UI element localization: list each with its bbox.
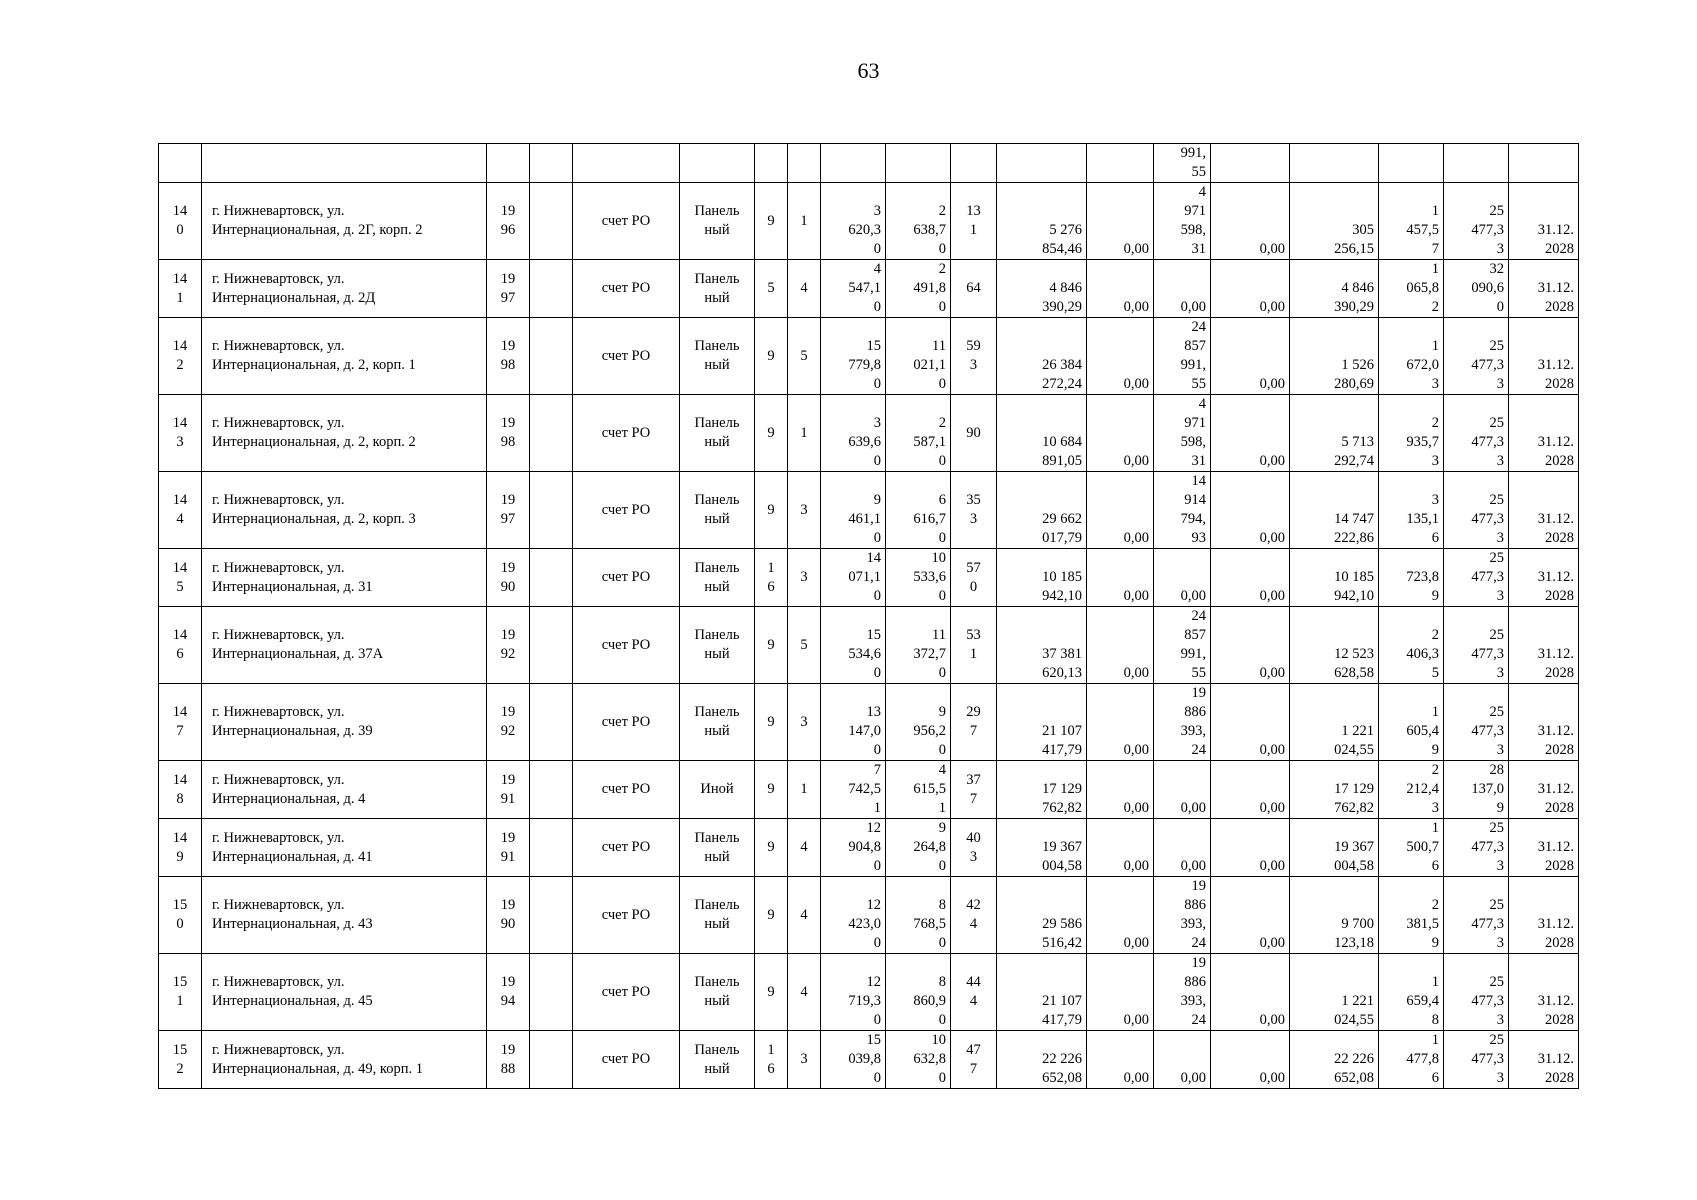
table-row [159, 183, 1579, 260]
cell-residents: 35 3 [951, 472, 997, 549]
cell-cost-owners: 10 185 942,10 [1290, 549, 1379, 607]
cell-unit-cost: 1 500,7 6 [1379, 819, 1444, 877]
cell-unit-cost: 1 065,8 2 [1379, 260, 1444, 318]
cell-cost-b: 19 886 393, 24 [1154, 684, 1211, 761]
cell-wall: Панель ный [680, 819, 755, 877]
cell-cost-owners: 22 226 652,08 [1290, 1031, 1379, 1089]
cell-cost-b: 4 971 598, 31 [1154, 395, 1211, 472]
table-row [159, 607, 1579, 684]
cell-fund: счет РО [573, 395, 680, 472]
cell-cost-b: 19 886 393, 24 [1154, 877, 1211, 954]
cell-fund: счет РО [573, 954, 680, 1031]
cell-wall: Панель ный [680, 954, 755, 1031]
cell-fund: счет РО [573, 549, 680, 607]
cell-deadline: 31.12. 2028 [1509, 472, 1579, 549]
cell-area-total: 15 039,8 0 [821, 1031, 886, 1089]
cell-empty [530, 877, 573, 954]
cell-empty [530, 260, 573, 318]
cell-area-total: 3 639,6 0 [821, 395, 886, 472]
cell-cost-total: 10 185 942,10 [997, 549, 1087, 607]
cell-year: 19 92 [487, 607, 530, 684]
cell-fund: счет РО [573, 260, 680, 318]
cell-unit-limit: 32 090,6 0 [1444, 260, 1509, 318]
cell-cost-owners: 19 367 004,58 [1290, 819, 1379, 877]
cell-address: г. Нижневартовск, ул. Интернациональная, д. 39 [202, 684, 487, 761]
cell-cost-owners: 17 129 762,82 [1290, 761, 1379, 819]
cell-address: г. Нижневартовск, ул. Интернациональная, д. 2Г, корп. 2 [202, 183, 487, 260]
cell-entrances: 3 [788, 549, 821, 607]
cell-area-living: 8 768,5 0 [886, 877, 951, 954]
cell-no: 15 1 [159, 954, 202, 1031]
cell-entrances: 3 [788, 1031, 821, 1089]
cell-area-total: 7 742,5 1 [821, 761, 886, 819]
cell-area-total: 12 904,8 0 [821, 819, 886, 877]
cell-year: 19 90 [487, 549, 530, 607]
cell-no: 14 5 [159, 549, 202, 607]
cell-cost-a: 0,00 [1087, 761, 1154, 819]
cell-residents: 53 1 [951, 607, 997, 684]
cell-no: 14 4 [159, 472, 202, 549]
cell-deadline: 31.12. 2028 [1509, 954, 1579, 1031]
cell-address: г. Нижневартовск, ул. Интернациональная, д. 2, корп. 2 [202, 395, 487, 472]
cell-cost-c: 0,00 [1211, 684, 1290, 761]
cell-cost-total: 10 684 891,05 [997, 395, 1087, 472]
cell-address: г. Нижневартовск, ул. Интернациональная, д. 37А [202, 607, 487, 684]
cell-area-living: 9 264,8 0 [886, 819, 951, 877]
cell-area-living: 11 372,7 0 [886, 607, 951, 684]
cell-no: 15 0 [159, 877, 202, 954]
cell-no: 14 9 [159, 819, 202, 877]
cell-floors: 9 [755, 472, 788, 549]
cell-address: г. Нижневартовск, ул. Интернациональная, д. 4 [202, 761, 487, 819]
cell-deadline: 31.12. 2028 [1509, 819, 1579, 877]
cell-fund: счет РО [573, 318, 680, 395]
cell-floors: 9 [755, 183, 788, 260]
cell-unit-limit: 25 477,3 3 [1444, 472, 1509, 549]
cell-unit-cost: 2 406,3 5 [1379, 607, 1444, 684]
cell-cost-b: 0,00 [1154, 549, 1211, 607]
cell-year: 19 94 [487, 954, 530, 1031]
cell-fund: счет РО [573, 472, 680, 549]
cell-cost-c: 0,00 [1211, 607, 1290, 684]
cell-deadline: 31.12. 2028 [1509, 318, 1579, 395]
cell-cost-c: 0,00 [1211, 183, 1290, 260]
cell-unit-limit: 25 477,3 3 [1444, 395, 1509, 472]
cell-wall: Иной [680, 761, 755, 819]
cell-cost-owners: 4 846 390,29 [1290, 260, 1379, 318]
cell-cost-total: 22 226 652,08 [997, 1031, 1087, 1089]
cell-cost-b: 19 886 393, 24 [1154, 954, 1211, 1031]
cell-residents: 37 7 [951, 761, 997, 819]
table-row [159, 684, 1579, 761]
cell-area-total: 9 461,1 0 [821, 472, 886, 549]
cell-unit-limit: 25 477,3 3 [1444, 549, 1509, 607]
cell-empty [530, 684, 573, 761]
cell-entrances: 5 [788, 607, 821, 684]
cell-floors: 9 [755, 607, 788, 684]
cell-cost-a: 0,00 [1087, 395, 1154, 472]
cell-cost-c: 0,00 [1211, 819, 1290, 877]
cell-residents: 13 1 [951, 183, 997, 260]
cell-floors: 9 [755, 877, 788, 954]
cell-area-total: 12 719,3 0 [821, 954, 886, 1031]
cell-address: г. Нижневартовск, ул. Интернациональная, д. 49, корп. 1 [202, 1031, 487, 1089]
cell-floors: 5 [755, 260, 788, 318]
cell-unit-cost: 1 605,4 9 [1379, 684, 1444, 761]
cell-cost-owners: 305 256,15 [1290, 183, 1379, 260]
cell-entrances: 1 [788, 395, 821, 472]
cell-no: 14 2 [159, 318, 202, 395]
cell-unit-limit: 25 477,3 3 [1444, 1031, 1509, 1089]
cell-cost-a: 0,00 [1087, 684, 1154, 761]
cell-cost-b: 0,00 [1154, 819, 1211, 877]
cell-entrances: 4 [788, 954, 821, 1031]
cell-residents: 64 [951, 260, 997, 318]
page-number: 63 [857, 58, 880, 83]
cell-empty [530, 472, 573, 549]
cell-unit-cost: 1 457,5 7 [1379, 183, 1444, 260]
cell-cost-owners: 1 526 280,69 [1290, 318, 1379, 395]
cell-empty [530, 607, 573, 684]
cell-area-total: 15 534,6 0 [821, 607, 886, 684]
cell-unit-cost: 1 672,0 3 [1379, 318, 1444, 395]
cell-empty [530, 954, 573, 1031]
cell-empty [530, 318, 573, 395]
cell-cost-total: 17 129 762,82 [997, 761, 1087, 819]
cell-year: 19 88 [487, 1031, 530, 1089]
cell-area-total: 13 147,0 0 [821, 684, 886, 761]
cell-cost-total: 21 107 417,79 [997, 954, 1087, 1031]
cell-cost-owners: 1 221 024,55 [1290, 954, 1379, 1031]
cell-deadline: 31.12. 2028 [1509, 684, 1579, 761]
cell-wall: Панель ный [680, 1031, 755, 1089]
cell-wall: Панель ный [680, 877, 755, 954]
cell-cost-b: 24 857 991, 55 [1154, 318, 1211, 395]
cell-cost-a: 0,00 [1087, 877, 1154, 954]
cell-unit-cost: 2 381,5 9 [1379, 877, 1444, 954]
cell-unit-limit: 28 137,0 9 [1444, 761, 1509, 819]
cell-cost-a: 0,00 [1087, 260, 1154, 318]
cell-fund: счет РО [573, 607, 680, 684]
table-row [159, 819, 1579, 877]
cell-cost-owners: 5 713 292,74 [1290, 395, 1379, 472]
cell-cost-total: 19 367 004,58 [997, 819, 1087, 877]
continuation-row [159, 144, 1579, 183]
cell-no: 14 6 [159, 607, 202, 684]
cell-cost-c: 0,00 [1211, 877, 1290, 954]
cell-residents: 57 0 [951, 549, 997, 607]
cell-area-living: 6 616,7 0 [886, 472, 951, 549]
cell-year: 19 90 [487, 877, 530, 954]
cell-cost-b: 24 857 991, 55 [1154, 607, 1211, 684]
cell-cost-a: 0,00 [1087, 472, 1154, 549]
cell-address: г. Нижневартовск, ул. Интернациональная, д. 2, корп. 3 [202, 472, 487, 549]
cell-year: 19 97 [487, 472, 530, 549]
cell-address: г. Нижневартовск, ул. Интернациональная, д. 2Д [202, 260, 487, 318]
cell-fund: счет РО [573, 819, 680, 877]
cell-cost-owners: 1 221 024,55 [1290, 684, 1379, 761]
cell-empty [530, 395, 573, 472]
cell-year: 19 91 [487, 819, 530, 877]
cell-deadline: 31.12. 2028 [1509, 183, 1579, 260]
cell-no: 14 0 [159, 183, 202, 260]
cell-area-total: 14 071,1 0 [821, 549, 886, 607]
cell-cost-b: 4 971 598, 31 [1154, 183, 1211, 260]
cell-residents: 42 4 [951, 877, 997, 954]
cell-unit-cost: 1 477,8 6 [1379, 1031, 1444, 1089]
cell-fund: счет РО [573, 877, 680, 954]
cell-unit-limit: 25 477,3 3 [1444, 684, 1509, 761]
cell-no: 14 8 [159, 761, 202, 819]
cell-unit-limit: 25 477,3 3 [1444, 183, 1509, 260]
cell-floors: 9 [755, 761, 788, 819]
cell-cost-a: 0,00 [1087, 819, 1154, 877]
cell-floors: 1 6 [755, 1031, 788, 1089]
cell-residents: 29 7 [951, 684, 997, 761]
cell-unit-limit: 25 477,3 3 [1444, 877, 1509, 954]
cell-cost-total: 21 107 417,79 [997, 684, 1087, 761]
cell-entrances: 3 [788, 472, 821, 549]
cell-year: 19 98 [487, 318, 530, 395]
cell-cost-a: 0,00 [1087, 1031, 1154, 1089]
cell-entrances: 1 [788, 183, 821, 260]
cell-empty [530, 761, 573, 819]
cell-cost-c: 0,00 [1211, 549, 1290, 607]
cell-cost-b: 0,00 [1154, 761, 1211, 819]
cell-area-living: 4 615,5 1 [886, 761, 951, 819]
cell-cost-owners: 12 523 628,58 [1290, 607, 1379, 684]
cell-address: г. Нижневартовск, ул. Интернациональная, д. 2, корп. 1 [202, 318, 487, 395]
cell-unit-cost: 1 659,4 8 [1379, 954, 1444, 1031]
cell-wall: Панель ный [680, 607, 755, 684]
cell-area-total: 3 620,3 0 [821, 183, 886, 260]
housing-register-table [158, 143, 1579, 1089]
cell-cost-total: 37 381 620,13 [997, 607, 1087, 684]
cell-cost-owners: 9 700 123,18 [1290, 877, 1379, 954]
cell-residents: 59 3 [951, 318, 997, 395]
cell-no: 14 3 [159, 395, 202, 472]
cell-cost-total: 5 276 854,46 [997, 183, 1087, 260]
cell-area-total: 15 779,8 0 [821, 318, 886, 395]
cell-entrances: 4 [788, 260, 821, 318]
cell-fund: счет РО [573, 1031, 680, 1089]
cell-entrances: 5 [788, 318, 821, 395]
cell-year: 19 96 [487, 183, 530, 260]
cell-cost-b: 14 914 794, 93 [1154, 472, 1211, 549]
cell-cost-total: 29 586 516,42 [997, 877, 1087, 954]
cell-unit-cost: 723,8 9 [1379, 549, 1444, 607]
cell-residents: 40 3 [951, 819, 997, 877]
cell-area-living: 10 533,6 0 [886, 549, 951, 607]
table-row [159, 318, 1579, 395]
cell-no: 15 2 [159, 1031, 202, 1089]
cell-unit-limit: 25 477,3 3 [1444, 607, 1509, 684]
cell-wall: Панель ный [680, 183, 755, 260]
cell-empty [530, 1031, 573, 1089]
cell-cost-c: 0,00 [1211, 954, 1290, 1031]
cell-area-living: 2 638,7 0 [886, 183, 951, 260]
cell-cost-c: 0,00 [1211, 761, 1290, 819]
cell-wall: Панель ный [680, 684, 755, 761]
cell-deadline: 31.12. 2028 [1509, 395, 1579, 472]
cell-wall: Панель ный [680, 260, 755, 318]
cell-cost-total: 26 384 272,24 [997, 318, 1087, 395]
cell-year: 19 97 [487, 260, 530, 318]
cell-no: 14 7 [159, 684, 202, 761]
table-row [159, 395, 1579, 472]
cell-residents: 47 7 [951, 1031, 997, 1089]
cell-cost-a: 0,00 [1087, 318, 1154, 395]
cell-year: 19 92 [487, 684, 530, 761]
cell-deadline: 31.12. 2028 [1509, 260, 1579, 318]
cell-area-living: 11 021,1 0 [886, 318, 951, 395]
cell-unit-cost: 2 212,4 3 [1379, 761, 1444, 819]
cell-year: 19 91 [487, 761, 530, 819]
cell-empty [530, 183, 573, 260]
cell-floors: 9 [755, 819, 788, 877]
cell-address: г. Нижневартовск, ул. Интернациональная, д. 41 [202, 819, 487, 877]
cell-cost-owners: 14 747 222,86 [1290, 472, 1379, 549]
cell-fund: счет РО [573, 183, 680, 260]
cell-entrances: 4 [788, 877, 821, 954]
cell-no: 14 1 [159, 260, 202, 318]
cell-floors: 9 [755, 395, 788, 472]
cell-cost-total: 29 662 017,79 [997, 472, 1087, 549]
cell-year: 19 98 [487, 395, 530, 472]
cell-entrances: 1 [788, 761, 821, 819]
cell-deadline: 31.12. 2028 [1509, 549, 1579, 607]
table-row [159, 1031, 1579, 1089]
cell-cost-c: 0,00 [1211, 260, 1290, 318]
cell-deadline: 31.12. 2028 [1509, 607, 1579, 684]
cell-deadline: 31.12. 2028 [1509, 1031, 1579, 1089]
cell-cost-b: 0,00 [1154, 260, 1211, 318]
cell-cost-c: 0,00 [1211, 395, 1290, 472]
cell-unit-limit: 25 477,3 3 [1444, 954, 1509, 1031]
cell-empty [530, 549, 573, 607]
cell-cost-b: 991, 55 [1154, 144, 1211, 183]
cell-cost-c: 0,00 [1211, 472, 1290, 549]
cell-cost-b: 0,00 [1154, 1031, 1211, 1089]
cell-address: г. Нижневартовск, ул. Интернациональная, д. 43 [202, 877, 487, 954]
cell-wall: Панель ный [680, 395, 755, 472]
cell-cost-total: 4 846 390,29 [997, 260, 1087, 318]
cell-area-total: 12 423,0 0 [821, 877, 886, 954]
cell-unit-cost: 3 135,1 6 [1379, 472, 1444, 549]
cell-area-living: 2 491,8 0 [886, 260, 951, 318]
table-row [159, 761, 1579, 819]
table-row [159, 954, 1579, 1031]
table-row [159, 549, 1579, 607]
cell-deadline: 31.12. 2028 [1509, 761, 1579, 819]
cell-wall: Панель ный [680, 472, 755, 549]
cell-floors: 9 [755, 954, 788, 1031]
cell-cost-c: 0,00 [1211, 1031, 1290, 1089]
cell-unit-limit: 25 477,3 3 [1444, 819, 1509, 877]
cell-cost-a: 0,00 [1087, 954, 1154, 1031]
cell-wall: Панель ный [680, 318, 755, 395]
cell-address: г. Нижневартовск, ул. Интернациональная, д. 45 [202, 954, 487, 1031]
cell-floors: 1 6 [755, 549, 788, 607]
cell-fund: счет РО [573, 761, 680, 819]
cell-address: г. Нижневартовск, ул. Интернациональная, д. 31 [202, 549, 487, 607]
cell-entrances: 3 [788, 684, 821, 761]
table-row [159, 877, 1579, 954]
cell-entrances: 4 [788, 819, 821, 877]
cell-cost-a: 0,00 [1087, 549, 1154, 607]
table-body [159, 144, 1579, 1089]
cell-floors: 9 [755, 318, 788, 395]
cell-floors: 9 [755, 684, 788, 761]
cell-area-living: 10 632,8 0 [886, 1031, 951, 1089]
cell-unit-limit: 25 477,3 3 [1444, 318, 1509, 395]
cell-cost-a: 0,00 [1087, 183, 1154, 260]
table-row [159, 472, 1579, 549]
cell-area-total: 4 547,1 0 [821, 260, 886, 318]
cell-fund: счет РО [573, 684, 680, 761]
cell-cost-c: 0,00 [1211, 318, 1290, 395]
cell-unit-cost: 2 935,7 3 [1379, 395, 1444, 472]
cell-wall: Панель ный [680, 549, 755, 607]
cell-deadline: 31.12. 2028 [1509, 877, 1579, 954]
cell-residents: 44 4 [951, 954, 997, 1031]
cell-area-living: 2 587,1 0 [886, 395, 951, 472]
cell-empty [530, 819, 573, 877]
cell-area-living: 8 860,9 0 [886, 954, 951, 1031]
cell-area-living: 9 956,2 0 [886, 684, 951, 761]
table-row [159, 260, 1579, 318]
cell-cost-a: 0,00 [1087, 607, 1154, 684]
cell-residents: 90 [951, 395, 997, 472]
